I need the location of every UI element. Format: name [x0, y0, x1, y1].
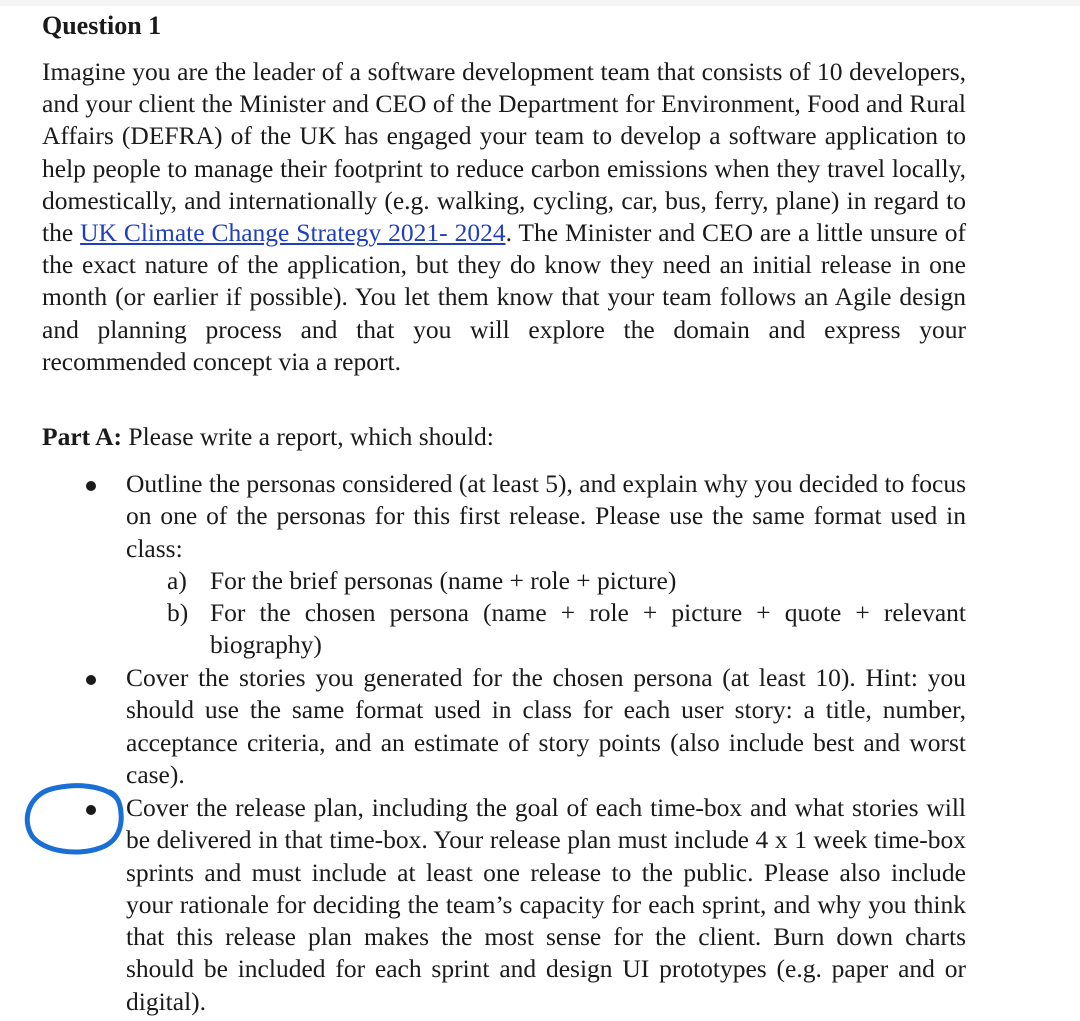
intro-text-2: . The Minister and CEO are a little unsure of the exact nature of the application, but they do know they need an initial release in one month (or earlier if possible). You let them know that your team follows an Agile design and planning process and that you will explore the domain and express your recommended concept via a report. — [42, 218, 967, 376]
intro-text-1: Imagine you are the leader of a software development team that consists of 10 developers, and your client the Minister and CEO of the Department for Environment, Food and Rural Affairs (DEFRA) of the UK has engaged your team to develop a software application to help people to manage their footprint to reduce carbon emissions when they travel locally, domestically, and internationally (e.g. walking, cycling, car, bus, ferry, plane) in regard to the — [42, 57, 966, 248]
subitem-chosen-persona: For the chosen persona (name + role + picture + quote + relevant biography) — [210, 598, 966, 660]
bullet-item-release-plan: Cover the release plan, including the goal of each time-box and what stories will be delivered in that time-box. Your release plan must include 4 x 1 week time-box sprints and must include at least one release to the public. Please also include your rationale for deciding the team’s capacity for each sprint, and why you think that this release plan makes the most sense for the client. Burn down charts should be included for each sprint and design UI prototypes (e.g. paper and or digital). — [126, 793, 966, 1016]
subitem-brief-personas: For the brief personas (name + role + picture) — [210, 566, 677, 595]
bullet-item-stories: Cover the stories you generated for the chosen persona (at least 10). Hint: you should use the same format used in class for each user story: a title, number, acceptance criteria, and an estimate of story points (also include best and worst case). — [126, 663, 966, 789]
subitem-label-a: a) — [167, 566, 187, 595]
question-heading: Question 1 — [42, 11, 162, 40]
part-a-text: Please write a report, which should: — [122, 422, 494, 451]
bullet-item-personas: Outline the personas considered (at least 5), and explain why you decided to focus on one of the personas for this first release. Please use the same format used in class: — [126, 469, 966, 563]
climate-strategy-link[interactable]: UK Climate Change Strategy 2021- 2024 — [80, 218, 506, 248]
part-a-label: Part A: — [42, 422, 123, 451]
subitem-label-b: b) — [167, 598, 189, 627]
